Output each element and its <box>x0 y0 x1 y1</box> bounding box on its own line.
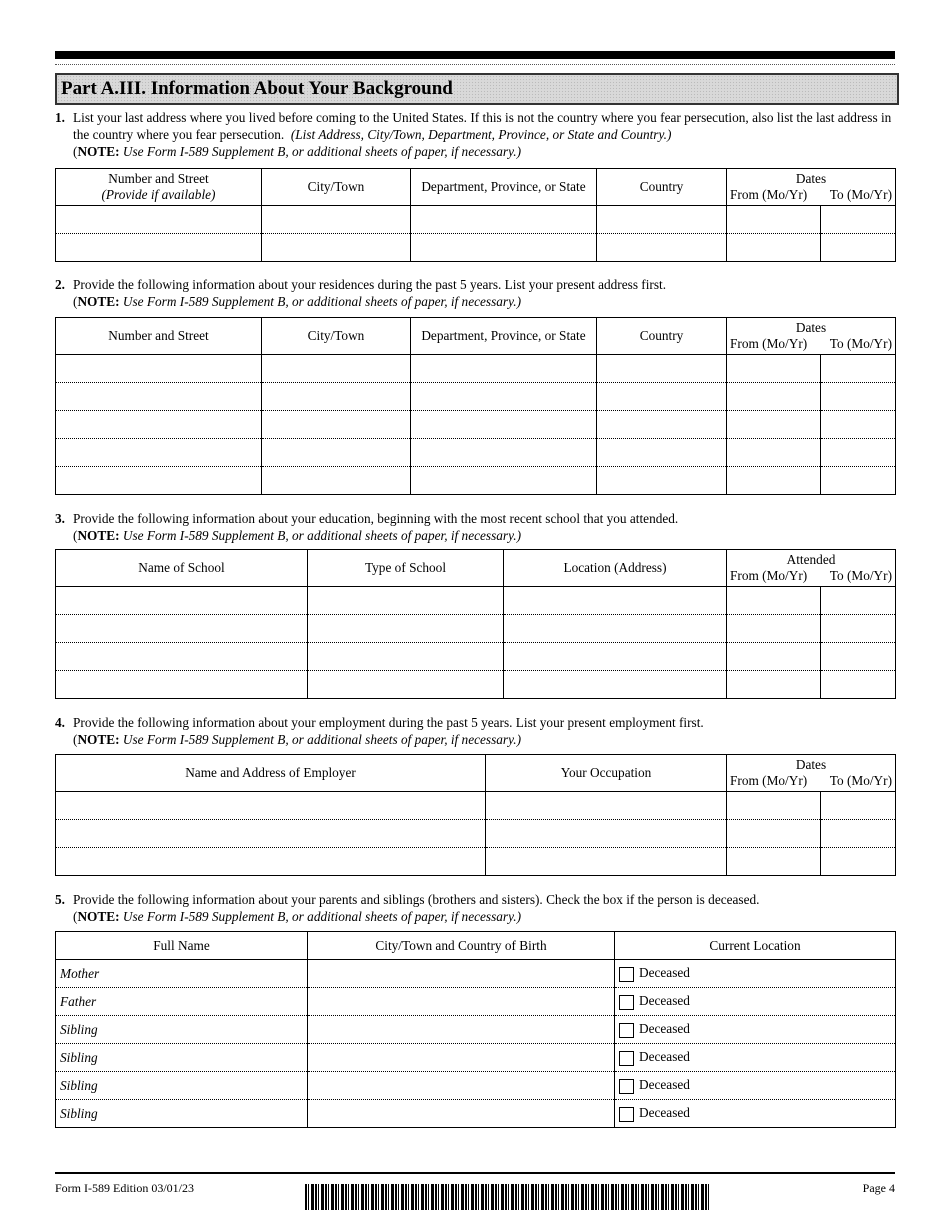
family-table <box>55 931 896 1128</box>
table-row <box>56 615 896 643</box>
table-body <box>56 206 896 262</box>
relation-label: Sibling <box>56 1044 308 1072</box>
relation-label: Mother <box>56 960 308 988</box>
input-cell[interactable] <box>821 671 896 699</box>
input-cell[interactable] <box>727 355 821 383</box>
header-country: Country <box>597 169 727 206</box>
table-body <box>56 960 896 1128</box>
input-cell[interactable] <box>411 411 597 439</box>
table-row <box>56 383 896 411</box>
input-cell[interactable] <box>56 383 262 411</box>
input-cell[interactable] <box>262 467 411 495</box>
relation-label: Sibling <box>56 1016 308 1044</box>
input-cell[interactable] <box>411 383 597 411</box>
birth-cell[interactable] <box>308 988 615 1016</box>
input-cell[interactable] <box>821 206 896 234</box>
input-cell[interactable] <box>56 820 486 848</box>
header-full-name: Full Name <box>56 932 308 960</box>
table-row <box>56 643 896 671</box>
table-row <box>56 234 896 262</box>
residences-table <box>55 317 896 495</box>
question-hint: (List Address, City/Town, Department, Province, or State and Country.) <box>290 127 672 142</box>
deceased-label: Deceased <box>639 1049 690 1065</box>
input-cell[interactable] <box>56 467 262 495</box>
input-cell[interactable] <box>597 355 727 383</box>
relation-label: Sibling <box>56 1100 308 1128</box>
note-label: NOTE: <box>77 144 120 159</box>
input-cell[interactable] <box>56 848 486 876</box>
input-cell[interactable] <box>727 820 821 848</box>
location-cell[interactable] <box>615 988 896 1016</box>
input-cell[interactable] <box>56 411 262 439</box>
header-location: Location (Address) <box>504 550 727 587</box>
header-dept: Department, Province, or State <box>411 318 597 355</box>
table-row <box>56 439 896 467</box>
header-occupation: Your Occupation <box>486 755 727 792</box>
input-cell[interactable] <box>821 615 896 643</box>
input-cell[interactable] <box>727 439 821 467</box>
family-row <box>56 1072 896 1100</box>
deceased-label: Deceased <box>639 965 690 981</box>
header-school-name: Name of School <box>56 550 308 587</box>
street-sub: (Provide if available) <box>101 187 216 202</box>
question-number: 1. <box>55 110 65 125</box>
deceased-label: Deceased <box>639 1105 690 1121</box>
header-current-location: Current Location <box>615 932 896 960</box>
input-cell[interactable] <box>821 234 896 262</box>
table-row <box>56 206 896 234</box>
input-cell[interactable] <box>262 206 411 234</box>
location-cell[interactable] <box>615 1016 896 1044</box>
header-dates <box>727 755 896 792</box>
num: 5. <box>55 892 65 907</box>
to: To (Mo/Yr) <box>829 336 893 351</box>
note-label: NOTE: <box>77 732 120 747</box>
to: To (Mo/Yr) <box>829 187 893 202</box>
header-dept: Department, Province, or State <box>411 169 597 206</box>
deceased-label: Deceased <box>639 993 690 1009</box>
input-cell[interactable] <box>56 206 262 234</box>
dates: Dates <box>795 320 827 335</box>
deceased-checkbox[interactable] <box>619 1107 634 1122</box>
input-cell[interactable] <box>486 792 727 820</box>
input-cell[interactable] <box>727 848 821 876</box>
table-row <box>56 411 896 439</box>
table-body <box>56 587 896 699</box>
header-city: City/Town <box>262 318 411 355</box>
input-cell[interactable] <box>308 643 504 671</box>
input-cell[interactable] <box>821 848 896 876</box>
deceased-label: Deceased <box>639 1077 690 1093</box>
from: From (Mo/Yr) <box>730 336 808 351</box>
family-row <box>56 1044 896 1072</box>
family-row <box>56 1100 896 1128</box>
input-cell[interactable] <box>821 820 896 848</box>
note-text: Use Form I-589 Supplement B, or additional sheets of paper, if necessary.) <box>122 909 522 924</box>
to: To (Mo/Yr) <box>829 568 893 583</box>
input-cell[interactable] <box>411 234 597 262</box>
input-cell[interactable] <box>56 615 308 643</box>
input-cell[interactable] <box>727 643 821 671</box>
family-row <box>56 988 896 1016</box>
birth-cell[interactable] <box>308 1044 615 1072</box>
table-row <box>56 355 896 383</box>
header-country: Country <box>597 318 727 355</box>
family-row <box>56 1016 896 1044</box>
input-cell[interactable] <box>411 355 597 383</box>
input-cell[interactable] <box>821 411 896 439</box>
header-birth: City/Town and Country of Birth <box>308 932 615 960</box>
input-cell[interactable] <box>597 439 727 467</box>
num: 2. <box>55 277 65 292</box>
location-cell[interactable] <box>615 960 896 988</box>
last-address-table <box>55 168 896 262</box>
table-row <box>56 820 896 848</box>
input-cell[interactable] <box>727 234 821 262</box>
input-cell[interactable] <box>597 234 727 262</box>
input-cell[interactable] <box>486 820 727 848</box>
input-cell[interactable] <box>262 234 411 262</box>
from: From (Mo/Yr) <box>730 568 808 583</box>
input-cell[interactable] <box>56 671 308 699</box>
input-cell[interactable] <box>821 587 896 615</box>
question-1: 1. List your last address where you lived before coming to the United States. If this is not the country where you fear persecution, also list the last address in the country where you fear persecution. (List Address, City/Town, Department, Province, or State and Country.) (NOTE: Use Form I-589 Supplement B, or additional sheets of paper, if necessary.) <box>55 110 892 159</box>
deceased-label: Deceased <box>639 1021 690 1037</box>
dates: Dates <box>795 171 827 186</box>
footer-rule <box>55 1172 895 1174</box>
num: 3. <box>55 511 65 526</box>
education-table <box>55 549 896 699</box>
input-cell[interactable] <box>411 467 597 495</box>
location-cell[interactable] <box>615 1100 896 1128</box>
from: From (Mo/Yr) <box>730 773 808 788</box>
input-cell[interactable] <box>262 383 411 411</box>
relation-label: Sibling <box>56 1072 308 1100</box>
note-label: NOTE: <box>77 528 120 543</box>
input-cell[interactable] <box>486 848 727 876</box>
deceased-checkbox[interactable] <box>619 995 634 1010</box>
input-cell[interactable] <box>821 792 896 820</box>
divider <box>55 64 895 65</box>
header-street <box>56 169 262 206</box>
input-cell[interactable] <box>727 615 821 643</box>
question-text: List your last address where you lived before coming to the United States. If this is not the country where you fear persecution, also list the last address in the country where you fear persecution. <box>73 110 892 142</box>
header-city: City/Town <box>262 169 411 206</box>
table-row <box>56 467 896 495</box>
question-4: 4. Provide the following information about your employment during the past 5 years. List your present employment first. (NOTE: Use Form I-589 Supplement B, or additional sheets of paper, if necessary.) <box>55 715 704 747</box>
input-cell[interactable] <box>262 411 411 439</box>
input-cell[interactable] <box>821 439 896 467</box>
table-row <box>56 792 896 820</box>
question-text: Provide the following information about your education, beginning with the most recent school that you attended. <box>73 511 679 526</box>
note-text: Use Form I-589 Supplement B, or additional sheets of paper, if necessary.) <box>122 294 522 309</box>
input-cell[interactable] <box>56 587 308 615</box>
input-cell[interactable] <box>308 587 504 615</box>
input-cell[interactable] <box>727 671 821 699</box>
input-cell[interactable] <box>411 439 597 467</box>
birth-cell[interactable] <box>308 1072 615 1100</box>
deceased-checkbox[interactable] <box>619 1079 634 1094</box>
input-cell[interactable] <box>56 355 262 383</box>
page-number: Page 4 <box>862 1181 895 1195</box>
question-3: 3. Provide the following information about your education, beginning with the most recent school that you attended. (NOTE: Use Form I-589 Supplement B, or additional sheets of paper, if necessary.) <box>55 511 679 543</box>
birth-cell[interactable] <box>308 960 615 988</box>
header-dates <box>727 318 896 355</box>
num: 4. <box>55 715 65 730</box>
input-cell[interactable] <box>821 643 896 671</box>
location-cell[interactable] <box>615 1072 896 1100</box>
location-cell[interactable] <box>615 1044 896 1072</box>
form-edition: Form I-589 Edition 03/01/23 <box>55 1181 194 1195</box>
header-employer: Name and Address of Employer <box>56 755 486 792</box>
input-cell[interactable] <box>727 587 821 615</box>
note-label: NOTE: <box>77 909 120 924</box>
employment-table <box>55 754 896 876</box>
input-cell[interactable] <box>262 439 411 467</box>
table-body <box>56 355 896 495</box>
input-cell[interactable] <box>597 383 727 411</box>
input-cell[interactable] <box>821 467 896 495</box>
input-cell[interactable] <box>308 615 504 643</box>
from: From (Mo/Yr) <box>730 187 808 202</box>
input-cell[interactable] <box>727 467 821 495</box>
input-cell[interactable] <box>597 206 727 234</box>
table-body <box>56 792 896 876</box>
birth-cell[interactable] <box>308 1100 615 1128</box>
input-cell[interactable] <box>56 439 262 467</box>
header-street: Number and Street <box>56 318 262 355</box>
top-rule <box>55 51 895 59</box>
birth-cell[interactable] <box>308 1016 615 1044</box>
input-cell[interactable] <box>727 792 821 820</box>
input-cell[interactable] <box>56 792 486 820</box>
table-row <box>56 848 896 876</box>
deceased-checkbox[interactable] <box>619 967 634 982</box>
input-cell[interactable] <box>504 671 727 699</box>
input-cell[interactable] <box>504 643 727 671</box>
deceased-checkbox[interactable] <box>619 1051 634 1066</box>
barcode <box>305 1184 710 1210</box>
section-title: Part A.III. Information About Your Background <box>55 73 899 105</box>
input-cell[interactable] <box>308 671 504 699</box>
question-text: Provide the following information about your parents and siblings (brothers and sisters). Check the box if the person is deceased. <box>73 892 760 907</box>
dates: Dates <box>795 757 827 772</box>
note-text: Use Form I-589 Supplement B, or additional sheets of paper, if necessary.) <box>122 732 522 747</box>
input-cell[interactable] <box>56 234 262 262</box>
question-text: Provide the following information about your residences during the past 5 years. List your present address first. <box>73 277 667 292</box>
note-label: NOTE: <box>77 294 120 309</box>
table-row <box>56 671 896 699</box>
input-cell[interactable] <box>504 587 727 615</box>
relation-label: Father <box>56 988 308 1016</box>
deceased-checkbox[interactable] <box>619 1023 634 1038</box>
input-cell[interactable] <box>821 383 896 411</box>
input-cell[interactable] <box>821 355 896 383</box>
input-cell[interactable] <box>411 206 597 234</box>
table-row <box>56 587 896 615</box>
header-school-type: Type of School <box>308 550 504 587</box>
attended: Attended <box>786 552 836 567</box>
street: Number and Street <box>108 171 209 186</box>
note-text: Use Form I-589 Supplement B, or additional sheets of paper, if necessary.) <box>122 144 522 159</box>
input-cell[interactable] <box>727 383 821 411</box>
input-cell[interactable] <box>597 411 727 439</box>
family-row <box>56 960 896 988</box>
header-attended <box>727 550 896 587</box>
note-text: Use Form I-589 Supplement B, or additional sheets of paper, if necessary.) <box>122 528 522 543</box>
to: To (Mo/Yr) <box>829 773 893 788</box>
header-dates <box>727 169 896 206</box>
question-5: 5. Provide the following information about your parents and siblings (brothers and sisters). Check the box if the person is deceased. (NOTE: Use Form I-589 Supplement B, or additional sheets of paper, if necessary.) <box>55 892 760 924</box>
question-text: Provide the following information about your employment during the past 5 years. List your present employment first. <box>73 715 704 730</box>
input-cell[interactable] <box>262 355 411 383</box>
input-cell[interactable] <box>727 206 821 234</box>
input-cell[interactable] <box>597 467 727 495</box>
input-cell[interactable] <box>727 411 821 439</box>
input-cell[interactable] <box>504 615 727 643</box>
input-cell[interactable] <box>56 643 308 671</box>
question-2: 2. Provide the following information about your residences during the past 5 years. List your present address first. (NOTE: Use Form I-589 Supplement B, or additional sheets of paper, if necessary.) <box>55 277 667 309</box>
